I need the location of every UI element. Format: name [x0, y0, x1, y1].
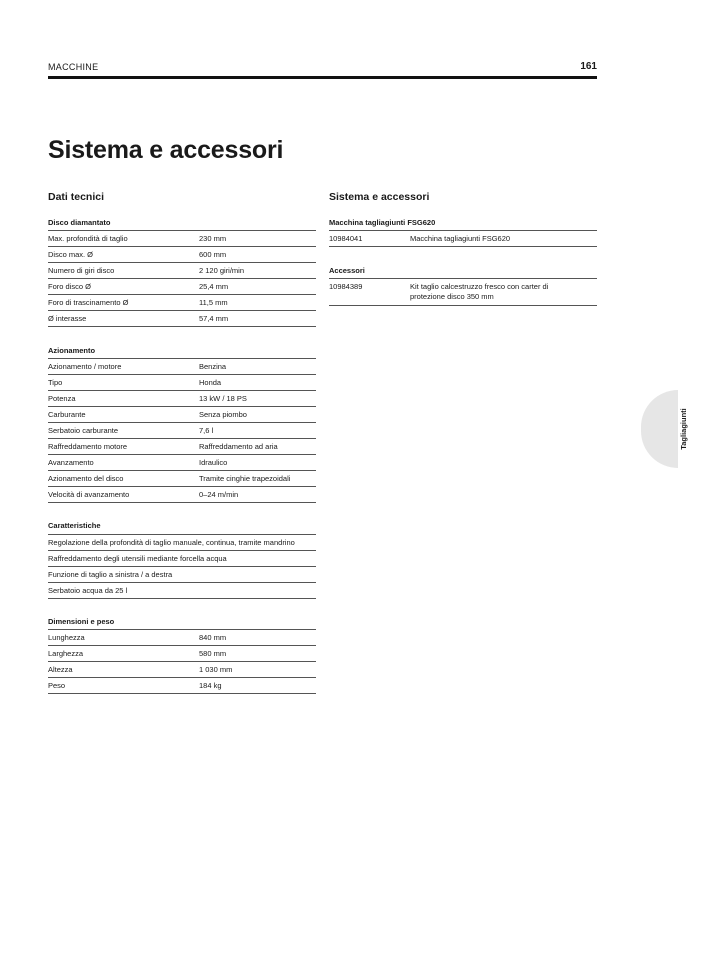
- row-value: 230 mm: [199, 234, 227, 243]
- table-row: [48, 583, 316, 599]
- row-label: Azionamento / motore: [48, 362, 122, 371]
- row-value: 184 kg: [199, 681, 222, 690]
- article-description: Macchina tagliagiunti FSG620: [410, 234, 511, 243]
- row-value: 13 kW / 18 PS: [199, 394, 247, 403]
- table-row: [48, 407, 316, 423]
- row-value: 25,4 mm: [199, 282, 229, 291]
- table-row: [48, 471, 316, 487]
- table-row: [329, 279, 597, 306]
- row-label: Potenza: [48, 394, 76, 403]
- row-value: 2 120 giri/min: [199, 266, 245, 275]
- feature-text: Serbatoio acqua da 25 l: [48, 586, 128, 595]
- row-value: 11,5 mm: [199, 298, 228, 307]
- feature-text: Regolazione della profondità di taglio manuale, continua, tramite mandrino: [48, 538, 295, 547]
- table-row: [48, 231, 316, 247]
- row-label: Velocità di avanzamento: [48, 490, 130, 499]
- row-label: Larghezza: [48, 649, 84, 658]
- row-label: Raffreddamento motore: [48, 442, 128, 451]
- row-label: Disco max. Ø: [48, 250, 94, 259]
- table-row: [48, 535, 316, 551]
- table-row: [48, 359, 316, 375]
- feature-text: Raffreddamento degli utensili mediante forcella acqua: [48, 554, 227, 563]
- feature-text: Funzione di taglio a sinistra / a destra: [48, 570, 173, 579]
- row-value: 840 mm: [199, 633, 227, 642]
- azionamento-group-title: Azionamento: [48, 346, 96, 355]
- row-label: Carburante: [48, 410, 86, 419]
- article-description: Kit taglio calcestruzzo fresco con carter di protezione disco 350 mm: [410, 282, 549, 301]
- row-label: Numero di giri disco: [48, 266, 115, 275]
- row-value: Benzina: [199, 362, 227, 371]
- row-label: Foro disco Ø: [48, 282, 91, 291]
- accessori-group-title: Accessori: [329, 266, 365, 275]
- dati-tecnici-heading: Dati tecnici: [48, 191, 105, 203]
- table-row: [48, 678, 316, 694]
- table-row: [48, 439, 316, 455]
- table-row: [48, 263, 316, 279]
- row-label: Serbatoio carburante: [48, 426, 119, 435]
- row-value: Tramite cinghie trapezoidali: [199, 474, 291, 483]
- row-value: 0–24 m/min: [199, 490, 239, 499]
- row-value: Honda: [199, 378, 222, 387]
- row-value: 57,4 mm: [199, 314, 229, 323]
- row-label: Foro di trascinamento Ø: [48, 298, 129, 307]
- page-title: Sistema e accessori: [48, 136, 284, 164]
- table-row: [48, 646, 316, 662]
- row-value: 1 030 mm: [199, 665, 233, 674]
- row-label: Tipo: [48, 378, 63, 387]
- row-value: Idraulico: [199, 458, 228, 467]
- side-tab[interactable]: [641, 390, 688, 468]
- row-label: Ø interasse: [48, 314, 87, 323]
- row-value: Raffreddamento ad aria: [199, 442, 278, 451]
- table-row: [48, 279, 316, 295]
- table-row: [48, 375, 316, 391]
- table-row: [48, 551, 316, 567]
- table-row: [48, 662, 316, 678]
- row-label: Max. profondità di taglio: [48, 234, 128, 243]
- article-code: 10984041: [329, 234, 363, 243]
- row-value: 7,6 l: [199, 426, 214, 435]
- side-tab-label: Tagliagiunti: [679, 408, 688, 450]
- table-row: [48, 487, 316, 503]
- macchina-group-title: Macchina tagliagiunti FSG620: [329, 218, 436, 227]
- table-row: [48, 311, 316, 327]
- sistema-heading: Sistema e accessori: [329, 191, 430, 203]
- caratteristiche-group-title: Caratteristiche: [48, 521, 101, 530]
- row-value: Senza piombo: [199, 410, 247, 419]
- table-row: [48, 455, 316, 471]
- row-label: Lunghezza: [48, 633, 85, 642]
- table-row: [48, 247, 316, 263]
- table-row: [48, 567, 316, 583]
- page-number: 161: [580, 61, 597, 72]
- table-row: [48, 630, 316, 646]
- table-row: [48, 391, 316, 407]
- row-label: Avanzamento: [48, 458, 94, 467]
- section-label: MACCHINE: [48, 62, 99, 72]
- row-label: Altezza: [48, 665, 73, 674]
- disco-group-title: Disco diamantato: [48, 218, 111, 227]
- dimensioni-group-title: Dimensioni e peso: [48, 617, 115, 626]
- table-row: [48, 295, 316, 311]
- row-value: 600 mm: [199, 250, 227, 259]
- article-code: 10984389: [329, 282, 363, 291]
- row-label: Azionamento del disco: [48, 474, 124, 483]
- row-label: Peso: [48, 681, 66, 690]
- row-value: 580 mm: [199, 649, 227, 658]
- table-row: [329, 231, 597, 247]
- header-divider: [48, 76, 597, 79]
- table-row: [48, 423, 316, 439]
